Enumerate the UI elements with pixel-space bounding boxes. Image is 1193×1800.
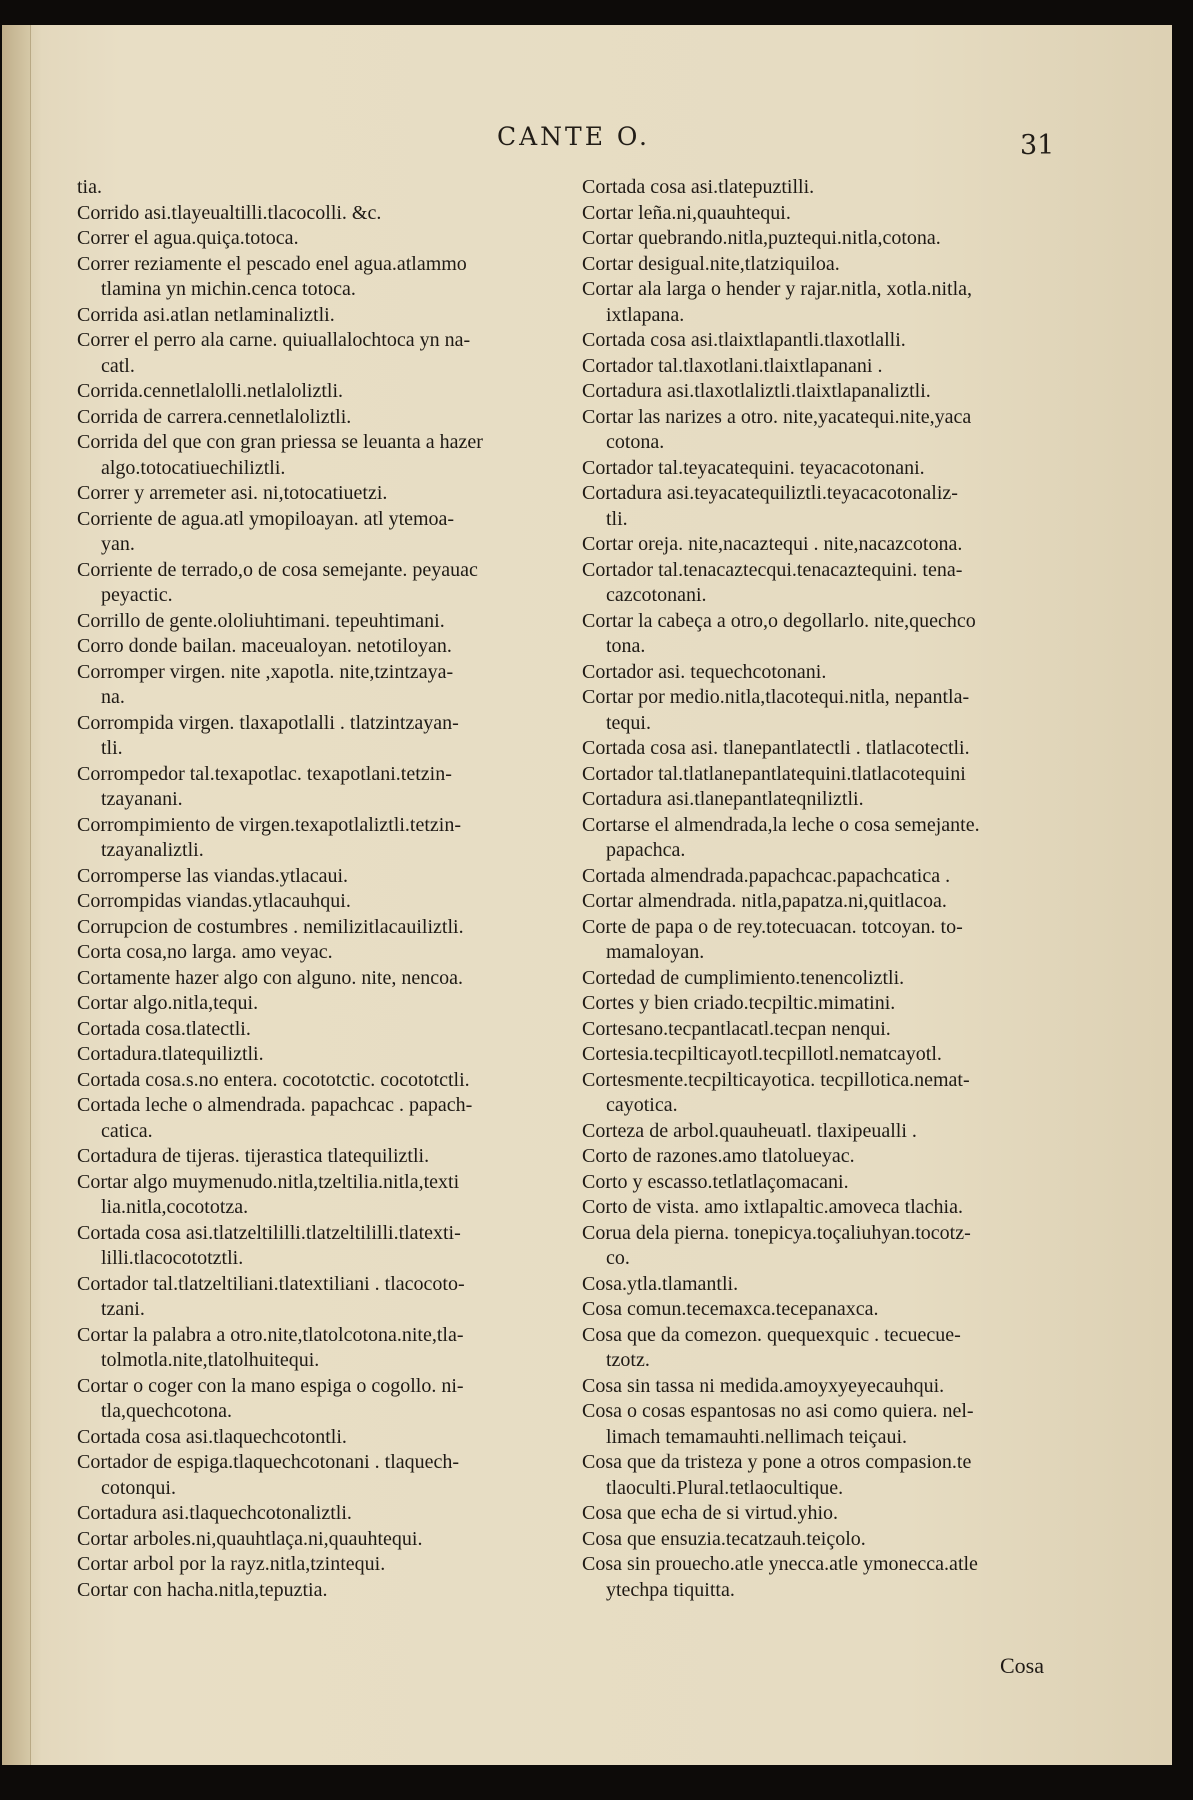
dictionary-entry: Cortador tal.tlatzeltiliani.tlatextiliani . tlacocoto- tzani. bbox=[77, 1272, 465, 1320]
dictionary-entry: Cortedad de cumplimiento.tenencoliztli. bbox=[582, 966, 905, 989]
dictionary-entry: Cortador de espiga.tlaquechcotonani . tlaquech- cotonqui. bbox=[77, 1451, 460, 1499]
dictionary-entry: Cortadura.tlatequiliztli. bbox=[77, 1043, 264, 1065]
dictionary-entry: Correr y arremeter asi. ni,totocatiuetzi. bbox=[77, 482, 388, 504]
dictionary-entry: Cortadura asi.tlaxotlaliztli.tlaixtlapanaliztli. bbox=[582, 380, 931, 402]
catchword: Cosa bbox=[1000, 1653, 1044, 1678]
dictionary-entry: Cortarse el almendrada,la leche o cosa semejante. papachca. bbox=[582, 813, 980, 861]
dictionary-entry: Cortar arboles.ni,quauhtlaça.ni,quauhtequi. bbox=[77, 1527, 423, 1550]
dictionary-entry: Cortadura de tijeras. tijerastica tlatequiliztli. bbox=[77, 1145, 430, 1167]
dictionary-entry: Corrida de carrera.cennetlaloliztli. bbox=[77, 405, 352, 428]
dictionary-entry: Corto de razones.amo tlatolueyac. bbox=[582, 1145, 855, 1167]
dictionary-entry: Corromper virgen. nite ,xapotla. nite,tzintzaya- na. bbox=[77, 660, 454, 708]
dictionary-entry: Cosa o cosas espantosas no asi como quiera. nel- limach temamauhti.nellimach teiçaui. bbox=[582, 1400, 974, 1448]
dictionary-entry: Cortar o coger con la mano espiga o cogollo. ni- tla,quechcotona. bbox=[77, 1374, 464, 1422]
dictionary-entry: Cortador tal.tlatlanepantlatequini.tlatlacotequini bbox=[582, 762, 966, 785]
dictionary-entry: Cortada leche o almendrada. papachcac . papach- catica. bbox=[77, 1094, 473, 1142]
dictionary-entry: Cortada cosa asi.tlatepuztilli. bbox=[582, 176, 815, 198]
dictionary-entry: Cortadura asi.teyacatequiliztli.teyacacotonaliz- tli. bbox=[582, 482, 958, 530]
running-head: CANTE O. bbox=[497, 122, 650, 151]
dictionary-entry: Cosa sin prouecho.atle ynecca.atle ymonecca.atle ytechpa tiquitta. bbox=[582, 1553, 978, 1601]
dictionary-entry: Cortada cosa asi. tlanepantlatectli . tlatlacotectli. bbox=[582, 737, 970, 759]
dictionary-entry: Cortada cosa.s.no entera. cocototctic. cocototctli. bbox=[77, 1068, 470, 1091]
previous-page-edge bbox=[2, 25, 31, 1765]
dictionary-entry: Corrida.cennetlalolli.netlaloliztli. bbox=[77, 380, 344, 402]
dictionary-entry: Cortesia.tecpilticayotl.tecpillotl.nematcayotl. bbox=[582, 1043, 942, 1065]
dictionary-entry: Cortadura asi.tlanepantlateqniliztli. bbox=[582, 788, 864, 810]
dictionary-entry: Cortada almendrada.papachcac.papachcatica . bbox=[582, 864, 951, 887]
dictionary-entry: Cosa que da comezon. quequexquic . tecuecue- tzotz. bbox=[582, 1323, 961, 1371]
book-page bbox=[2, 25, 1172, 1765]
dictionary-entry: Corrida del que con gran priessa se leuanta a hazer algo.totocatiuechiliztli. bbox=[77, 431, 483, 479]
dictionary-entry: Cortar con hacha.nitla,tepuztia. bbox=[77, 1578, 328, 1601]
dictionary-entry: Corto y escasso.tetlatlaçomacani. bbox=[582, 1170, 849, 1193]
dictionary-entry: Correr reziamente el pescado enel agua.atlammo tlamina yn michin.cenca totoca. bbox=[77, 252, 467, 300]
dictionary-entry: Corua dela pierna. tonepicya.toçaliuhyan.tocotz- co. bbox=[582, 1221, 971, 1269]
dictionary-entry: Cosa que echa de si virtud.yhio. bbox=[582, 1502, 839, 1524]
dictionary-entry: Cortar por medio.nitla,tlacotequi.nitla, nepantla- tequi. bbox=[582, 686, 970, 734]
dictionary-entry: Corto de vista. amo ixtlapaltic.amoveca tlachia. bbox=[582, 1196, 963, 1218]
dictionary-entry: Cosa sin tassa ni medida.amoyxyeyecauhqui. bbox=[582, 1374, 945, 1397]
dictionary-entry: Cortada cosa.tlatectli. bbox=[77, 1017, 251, 1040]
dictionary-entry: Corteza de arbol.quauheuatl. tlaxipeualli . bbox=[582, 1119, 917, 1142]
dictionary-entry: Cortar las narizes a otro. nite,yacatequi.nite,yaca cotona. bbox=[582, 405, 972, 453]
dictionary-entry: Cortesano.tecpantlacatl.tecpan nenqui. bbox=[582, 1017, 891, 1040]
dictionary-entry: Cortador tal.tlaxotlani.tlaixtlapanani . bbox=[582, 354, 883, 377]
dictionary-entry: Corrupcion de costumbres . nemilizitlacauiliztli. bbox=[77, 915, 464, 938]
dictionary-entry: Cortadura asi.tlaquechcotonaliztli. bbox=[77, 1502, 352, 1524]
dictionary-entry: Cortar la palabra a otro.nite,tlatolcotona.nite,tla- tolmotla.nite,tlatolhuitequi. bbox=[77, 1323, 464, 1371]
dictionary-entry: tia. bbox=[77, 176, 102, 198]
dictionary-entry: Corrompida virgen. tlaxapotlalli . tlatzintzayan- tli. bbox=[77, 711, 459, 759]
dictionary-entry: Cortar almendrada. nitla,papatza.ni,quitlacoa. bbox=[582, 890, 947, 912]
dictionary-entry: Cortes y bien criado.tecpiltic.mimatini. bbox=[582, 992, 896, 1014]
dictionary-entry: Cortador tal.tenacaztecqui.tenacaztequini. tena- cazcotonani. bbox=[582, 558, 963, 606]
dictionary-entry: Corro donde bailan. maceualoyan. netotiloyan. bbox=[77, 635, 452, 657]
dictionary-entry: Corrompedor tal.texapotlac. texapotlani.tetzin- tzayanani. bbox=[77, 762, 452, 810]
left-column bbox=[77, 175, 557, 1603]
dictionary-entry: Cortar leña.ni,quauhtequi. bbox=[582, 201, 791, 224]
dictionary-entry: Cosa.ytla.tlamantli. bbox=[582, 1272, 739, 1295]
dictionary-entry: Cortar arbol por la rayz.nitla,tzintequi. bbox=[77, 1553, 386, 1575]
dictionary-entry: Cortador tal.teyacatequini. teyacacotonani. bbox=[582, 456, 925, 479]
dictionary-entry: Cosa comun.tecemaxca.tecepanaxca. bbox=[582, 1298, 879, 1320]
dictionary-entry: Cortar algo muymenudo.nitla,tzeltilia.nitla,texti lia.nitla,cocototza. bbox=[77, 1170, 460, 1218]
dictionary-entry: Corrompidas viandas.ytlacauhqui. bbox=[77, 890, 351, 912]
dictionary-entry: Corromperse las viandas.ytlacaui. bbox=[77, 864, 349, 887]
dictionary-entry: Cortar la cabeça a otro,o degollarlo. nite,quechco tona. bbox=[582, 609, 976, 657]
dictionary-entry: Cortada cosa asi.tlatzeltililli.tlatzeltililli.tlatexti- lilli.tlacocototztli. bbox=[77, 1221, 461, 1269]
dictionary-entry: Corriente de terrado,o de cosa semejante. peyauac peyactic. bbox=[77, 558, 478, 606]
dictionary-entry: Cortar desigual.nite,tlatziquiloa. bbox=[582, 252, 840, 275]
dictionary-entry: Corrida asi.atlan netlaminaliztli. bbox=[77, 303, 335, 326]
right-column bbox=[582, 175, 1062, 1603]
dictionary-entry: Cosa que da tristeza y pone a otros compasion.te tlaoculti.Plural.tetlaocultique. bbox=[582, 1451, 972, 1499]
dictionary-entry: Cortada cosa asi.tlaquechcotontli. bbox=[77, 1425, 347, 1448]
dictionary-entry: Cortesmente.tecpilticayotica. tecpillotica.nemat- cayotica. bbox=[582, 1068, 970, 1116]
dictionary-entry: Corta cosa,no larga. amo veyac. bbox=[77, 941, 333, 963]
page-number: 31 bbox=[1020, 130, 1055, 161]
dictionary-entry: Correr el perro ala carne. quiuallalochtoca yn na- catl. bbox=[77, 329, 471, 377]
dictionary-entry: Cortar ala larga o hender y rajar.nitla, xotla.nitla, ixtlapana. bbox=[582, 278, 973, 326]
dictionary-entry: Corrompimiento de virgen.texapotlaliztli.tetzin- tzayanaliztli. bbox=[77, 813, 461, 861]
dictionary-entry: Cortada cosa asi.tlaixtlapantli.tlaxotlalli. bbox=[582, 329, 906, 351]
dictionary-entry: Cosa que ensuzia.tecatzauh.teiçolo. bbox=[582, 1527, 866, 1550]
dictionary-entry: Cortamente hazer algo con alguno. nite, nencoa. bbox=[77, 966, 463, 989]
dictionary-entry: Cortador asi. tequechcotonani. bbox=[582, 660, 827, 683]
dictionary-entry: Corrido asi.tlayeualtilli.tlacocolli. &c. bbox=[77, 201, 382, 224]
dictionary-entry: Cortar algo.nitla,tequi. bbox=[77, 992, 259, 1014]
dictionary-entry: Cortar oreja. nite,nacaztequi . nite,nacazcotona. bbox=[582, 533, 963, 555]
dictionary-entry: Corriente de agua.atl ymopiloayan. atl ytemoa- yan. bbox=[77, 507, 455, 555]
dictionary-entry: Correr el agua.quiça.totoca. bbox=[77, 227, 299, 249]
dictionary-entry: Corte de papa o de rey.totecuacan. totcoyan. to- mamaloyan. bbox=[582, 915, 963, 963]
dictionary-entry: Cortar quebrando.nitla,puztequi.nitla,cotona. bbox=[582, 227, 941, 249]
dictionary-entry: Corrillo de gente.ololiuhtimani. tepeuhtimani. bbox=[77, 609, 445, 632]
